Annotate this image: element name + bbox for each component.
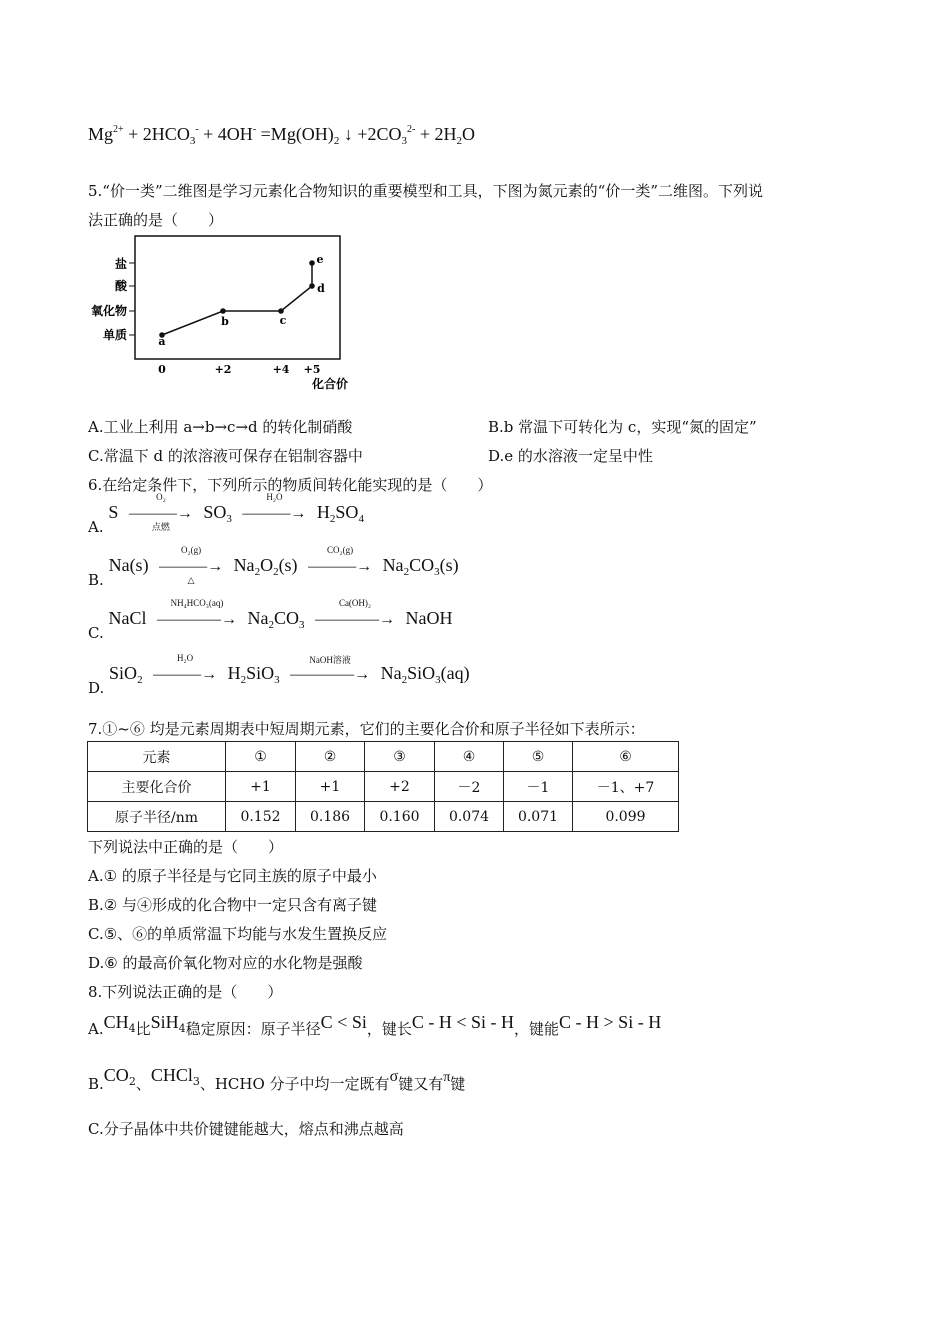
eq-co3-sub: 3	[401, 135, 407, 147]
eq-oh: + 4OH	[198, 124, 253, 144]
q8-b-sigma: σ	[389, 1068, 399, 1085]
table-cell: 元素	[88, 742, 226, 772]
table-cell: ⑤	[504, 742, 573, 772]
q6-d-s3c: (aq)	[440, 663, 470, 683]
eq-co3-sup: 2-	[406, 124, 416, 135]
q7-lead: 下列说法中正确的是（ ）	[88, 838, 284, 856]
chart-point-label-e: e	[316, 253, 324, 266]
q6-a-s3-sub: 2	[329, 513, 336, 525]
q6-b-arrow1-bot: △	[187, 575, 195, 585]
element-table	[87, 741, 679, 832]
x-label-0: 0	[158, 363, 166, 376]
q6-c-arrow1-line: ————→	[157, 611, 237, 628]
q8-a-ch4-sub: 4	[128, 1022, 136, 1035]
q6-a-s2-sub: 3	[226, 513, 232, 525]
table-cell: 0.186	[296, 802, 365, 832]
table-cell: 0.071	[504, 802, 573, 832]
q7-option-a[interactable]: A.① 的原子半径是与它同主族的原子中最小	[88, 867, 377, 885]
q5-option-c[interactable]: C.常温下 d 的浓溶液可保存在铝制容器中	[88, 447, 363, 465]
y-label-acid: 酸	[114, 279, 127, 293]
x-label-4: +4	[272, 363, 290, 376]
q6-option-a[interactable]	[88, 492, 364, 536]
chart-point-e	[309, 260, 315, 266]
q6-d-s2b: SiO	[246, 663, 275, 683]
q6-d-arrow1	[153, 653, 218, 684]
q6-a-arrow2-top: H₂O	[266, 492, 283, 502]
q8-a-sih4: SiH	[150, 1012, 179, 1032]
q6-option-c[interactable]	[88, 598, 453, 642]
table-cell: 原子半径/nm	[88, 802, 226, 832]
q8-option-b[interactable]	[88, 1065, 466, 1093]
q6-b-s3-sub: 2	[403, 566, 410, 578]
q7-option-d[interactable]: D.⑥ 的最高价氧化物对应的水化物是强酸	[88, 954, 363, 972]
q5-option-b[interactable]: B.b 常温下可转化为 c，实现“氮的固定”	[488, 418, 757, 436]
q6-b-s2b-sub: 2	[273, 566, 279, 578]
table-cell: +1	[226, 772, 296, 802]
q6-c-s2: Na	[247, 608, 269, 628]
eq-mg-charge: 2+	[113, 124, 124, 135]
eq-mg: Mg	[88, 124, 114, 144]
q7-option-c[interactable]: C.⑤、⑥的单质常温下均能与水发生置换反应	[88, 925, 388, 943]
q6-c-arrow2-top: Ca(OH)₂	[338, 598, 372, 608]
q6-b-formula	[108, 545, 459, 585]
eq-hco3-sub: 3	[189, 135, 196, 147]
q6-b-s3c: (s)	[439, 555, 459, 575]
table-cell: ①	[226, 742, 296, 772]
table-cell: ⑥	[573, 742, 679, 772]
q6-b-s1: Na(s)	[108, 555, 149, 575]
q6-a-arrow1	[128, 492, 193, 532]
q6-d-arrow2	[290, 655, 371, 684]
q6-a-s3: H	[316, 502, 330, 522]
table-cell: －1	[504, 772, 573, 802]
q6-a-s1: S	[108, 502, 119, 522]
table-cell: 0.160	[365, 802, 435, 832]
q6-d-arrow1-line: ———→	[153, 666, 218, 683]
q8-stem: 8.下列说法正确的是（ ）	[88, 983, 283, 1001]
table-cell: 主要化合价	[88, 772, 226, 802]
table-row	[88, 772, 679, 802]
q6-c-s2b: CO	[274, 608, 300, 628]
q6-d-s1-sub: 2	[137, 674, 143, 686]
q6-c-arrow2-line: ————→	[315, 611, 396, 628]
table-cell: ④	[435, 742, 504, 772]
q8-b-pi: π	[443, 1070, 451, 1085]
q6-b-s3b: CO	[409, 555, 435, 575]
chart-connector-line	[162, 263, 312, 335]
q6-d-s2-sub: 2	[240, 674, 247, 686]
q8-a-bond-energy: C - H > Si - H	[559, 1012, 662, 1032]
chart-point-label-d: d	[317, 282, 325, 295]
eq-oh-sup: -	[252, 124, 257, 135]
q6-d-s3-sub: 2	[401, 674, 408, 686]
q6-a-formula	[108, 492, 364, 532]
q6-d-s2: H	[227, 663, 241, 683]
chart-point-label-c: c	[279, 314, 287, 327]
table-cell: ②	[296, 742, 365, 772]
q6-c-s3: NaOH	[405, 608, 453, 628]
q6-a-arrow1-bot: 点燃	[151, 522, 170, 532]
q8-a-label: A.	[88, 1020, 104, 1038]
q6-c-formula	[108, 598, 453, 631]
q5-option-d[interactable]: D.e 的水溶液一定呈中性	[488, 447, 653, 465]
q6-d-label: D.	[88, 679, 105, 697]
q6-d-arrow2-line: ————→	[290, 666, 371, 683]
eq-h2o: + 2H	[415, 124, 457, 144]
q6-c-arrow1	[157, 598, 237, 629]
eq-mgoh-sub: 2	[333, 135, 340, 147]
q6-b-arrow1-top: O₂(g)	[180, 545, 202, 555]
eq-co3: ↓ +2CO	[339, 124, 402, 144]
q6-b-arrow2	[308, 545, 373, 576]
table-header-row	[88, 742, 679, 772]
table-cell: －2	[435, 772, 504, 802]
y-label-element: 单质	[102, 328, 127, 342]
q6-a-s3b-sub: 4	[358, 513, 364, 525]
q8-a-radius: C < Si	[320, 1012, 367, 1032]
q6-b-arrow2-top: CO₂(g)	[326, 545, 354, 555]
q8-b-text2: 、HCHO 分子中均一定既有	[199, 1075, 390, 1093]
q6-d-s1: SiO	[109, 663, 138, 683]
q6-stem: 6.在给定条件下，下列所示的物质间转化能实现的是（ ）	[88, 476, 493, 494]
q8-a-ch4: CH	[103, 1012, 129, 1032]
chart-point-c	[278, 308, 284, 314]
q8-b-chcl3: CHCl	[150, 1065, 193, 1085]
x-label-2: +2	[214, 363, 232, 376]
q6-c-s2-sub: 2	[268, 619, 274, 631]
q6-a-arrow1-top: O₂	[156, 492, 166, 502]
eq-h2o-sub: 2	[456, 135, 462, 147]
q8-a-bond-length: C - H < Si - H	[411, 1012, 515, 1032]
q6-c-arrow1-top: NH₄HCO₃(aq)	[170, 598, 224, 608]
y-label-salt: 盐	[114, 257, 127, 271]
q6-b-arrow1-line: ———→	[159, 558, 224, 575]
q7-option-b[interactable]: B.② 与④形成的化合物中一定只含有离子键	[88, 896, 378, 914]
q6-option-d[interactable]	[88, 653, 470, 697]
chart-point-label-b: b	[221, 315, 229, 328]
eq-mgoh: =Mg(OH)	[256, 124, 334, 144]
eq-o: O	[461, 124, 475, 144]
eq-hco3: + 2HCO	[123, 124, 190, 144]
q6-a-arrow2	[242, 492, 307, 523]
q8-a-text2: 稳定原因：原子半径	[185, 1020, 321, 1038]
q8-option-a[interactable]	[88, 1012, 662, 1038]
q6-b-label: B.	[88, 571, 104, 589]
q6-d-s2b-sub: 3	[274, 674, 280, 686]
q6-a-arrow1-line: ———→	[128, 505, 193, 522]
q8-b-label: B.	[88, 1075, 104, 1093]
q6-b-s2c: (s)	[278, 555, 298, 575]
table-cell: 0.074	[435, 802, 504, 832]
q6-d-arrow2-top: NaOH溶液	[309, 655, 351, 665]
q5-option-a[interactable]: A.工业上利用 a→b→c→d 的转化制硝酸	[88, 418, 353, 436]
q7-stem: 7.①~⑥ 均是元素周期表中短周期元素，它们的主要化合价和原子半径如下表所示：	[88, 720, 645, 738]
q6-b-s2-sub: 2	[254, 566, 261, 578]
eq-hco3-sup: -	[195, 124, 199, 135]
q8-a-text4: ，键能	[514, 1020, 560, 1038]
q5-stem-line1: 5.“价一类”二维图是学习元素化合物知识的重要模型和工具，下图为氮元素的“价一类”二维图。下列说	[88, 182, 763, 200]
x-axis-title: 化合价	[311, 377, 349, 391]
q6-d-s3b-sub: 3	[435, 674, 441, 686]
q8-b-text1: 、	[135, 1075, 151, 1093]
q6-c-s1: NaCl	[108, 608, 147, 628]
chart-point-d	[309, 283, 315, 289]
q8-b-text3: 键又有	[398, 1075, 444, 1093]
q8-b-text4: 键	[450, 1075, 466, 1093]
chart-point-b	[220, 308, 226, 314]
q5-stem-line2: 法正确的是（ ）	[88, 211, 224, 229]
q6-b-arrow1	[159, 545, 224, 585]
valence-class-chart	[85, 233, 360, 395]
table-cell: +1	[296, 772, 365, 802]
q8-option-c[interactable]: C.分子晶体中共价键键能越大，熔点和沸点越高	[88, 1120, 404, 1138]
ionic-equation	[88, 124, 475, 147]
q6-b-arrow2-line: ———→	[308, 558, 373, 575]
q6-d-s3b: SiO	[407, 663, 436, 683]
q6-b-s3b-sub: 3	[434, 566, 440, 578]
q6-a-s2: SO	[203, 502, 227, 522]
chart-point-label-a: a	[158, 335, 166, 348]
q6-d-s3: Na	[380, 663, 402, 683]
table-cell: +2	[365, 772, 435, 802]
q6-a-s3b: SO	[335, 502, 359, 522]
table-cell: －1、+7	[573, 772, 679, 802]
q6-c-arrow2	[315, 598, 396, 629]
q8-b-co2: CO	[103, 1065, 129, 1085]
q6-b-s2b: O	[260, 555, 274, 575]
q6-d-formula	[109, 653, 470, 686]
table-cell: 0.099	[573, 802, 679, 832]
q8-a-text3: ，键长	[366, 1020, 412, 1038]
q6-b-s2: Na	[233, 555, 255, 575]
q6-a-arrow2-line: ———→	[242, 505, 307, 522]
y-label-oxide: 氧化物	[90, 304, 127, 318]
q8-a-text1: 比	[135, 1020, 151, 1038]
q8-a-sih4-sub: 4	[178, 1022, 186, 1035]
q8-b-co2-sub: 2	[128, 1075, 136, 1088]
q6-d-arrow1-top: H₂O	[176, 653, 194, 663]
q6-b-s3: Na	[382, 555, 404, 575]
q6-a-label: A.	[88, 518, 104, 536]
table-cell: 0.152	[226, 802, 296, 832]
q8-b-chcl3-sub: 3	[192, 1075, 200, 1088]
table-row	[88, 802, 679, 832]
q6-c-s2b-sub: 3	[299, 619, 305, 631]
chart-frame	[135, 236, 340, 359]
q6-c-label: C.	[88, 624, 104, 642]
table-cell: ③	[365, 742, 435, 772]
x-label-5: +5	[303, 363, 321, 376]
q6-option-b[interactable]	[88, 545, 459, 589]
